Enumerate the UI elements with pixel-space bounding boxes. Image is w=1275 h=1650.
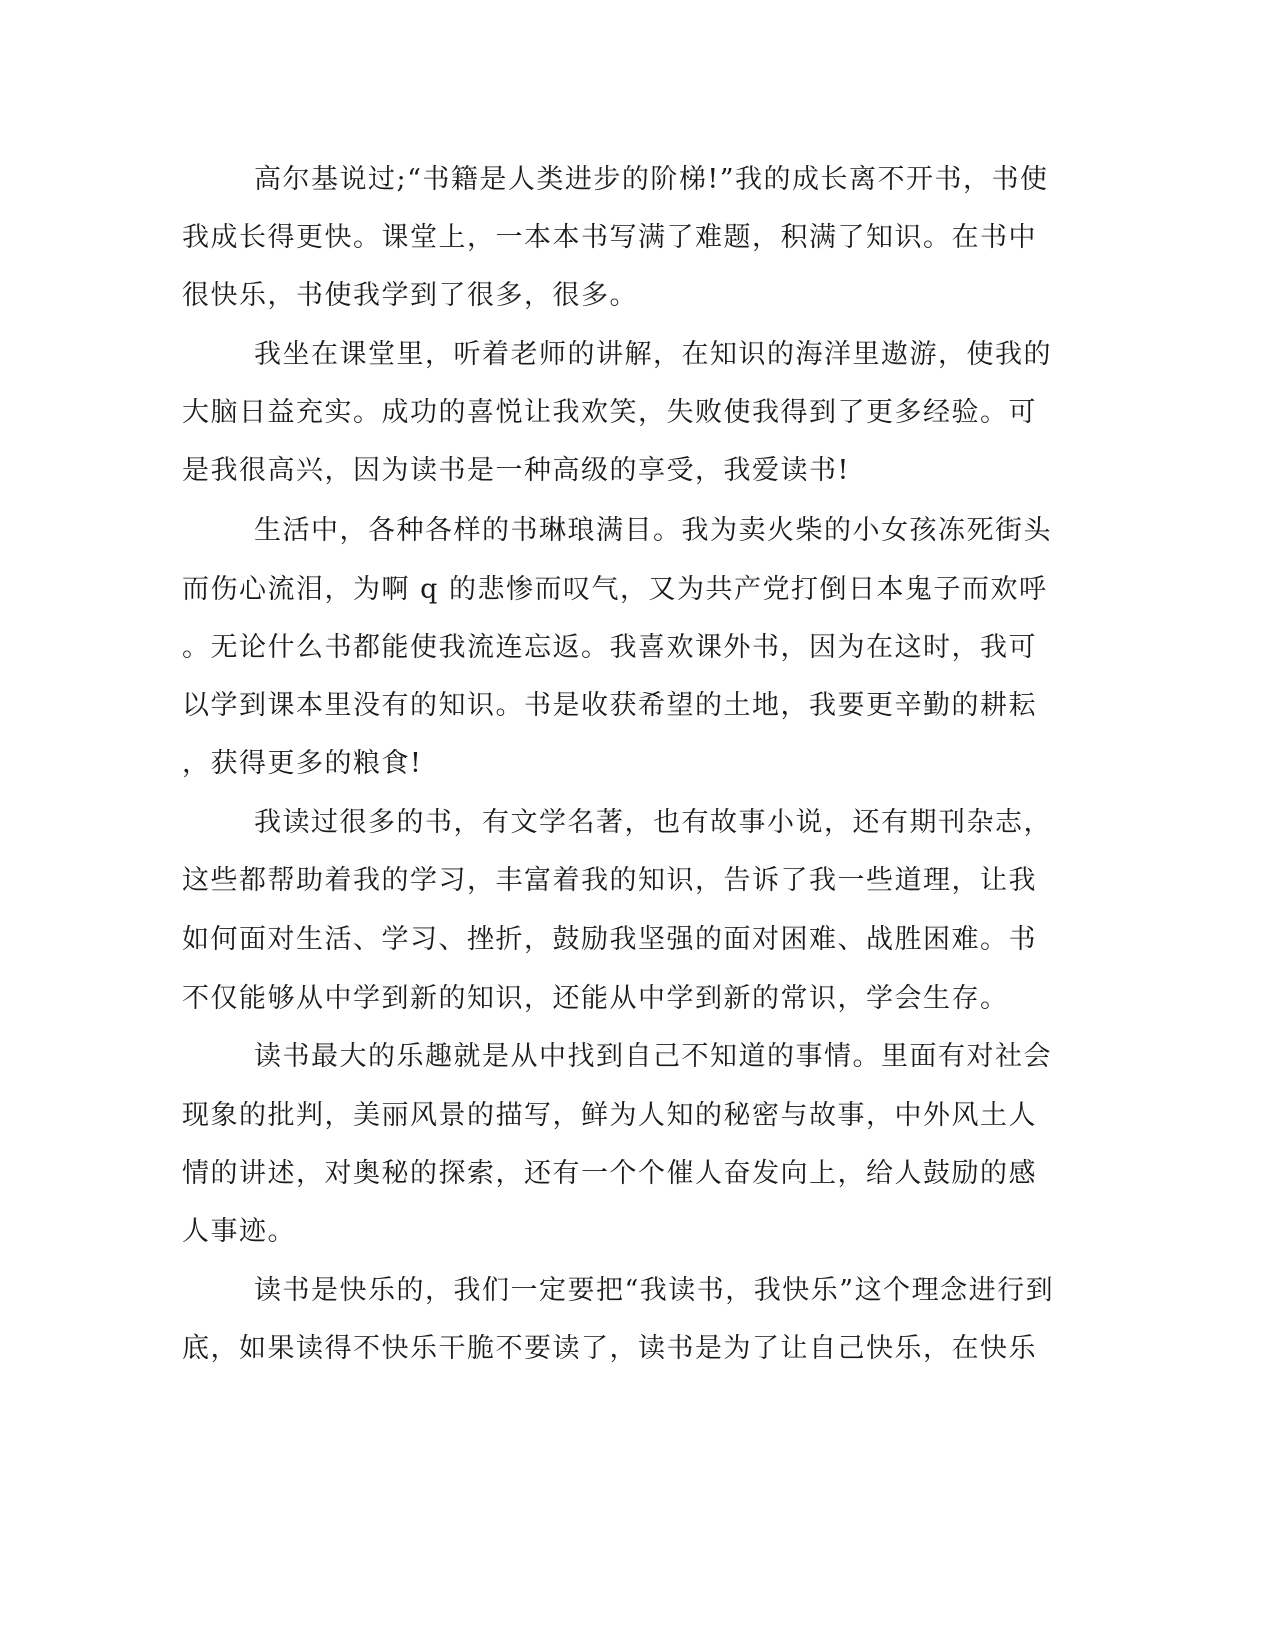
paragraph-3-line-4: 以学到课本里没有的知识。书是收获希望的土地，我要更辛勤的耕耘 xyxy=(182,690,1037,721)
paragraph-4-line-1: 我读过很多的书，有文学名著，也有故事小说，还有期刊杂志， xyxy=(254,807,1052,838)
paragraph-5-line-3: 情的讲述，对奥秘的探索，还有一个个催人奋发向上，给人鼓励的感 xyxy=(182,1158,1037,1189)
paragraph-1-line-3: 很快乐，书使我学到了很多，很多。 xyxy=(182,280,638,311)
paragraph-6-line-2: 底，如果读得不快乐干脆不要读了，读书是为了让自己快乐，在快乐 xyxy=(182,1333,1037,1364)
paragraph-2-line-1: 我坐在课堂里，听着老师的讲解，在知识的海洋里遨游，使我的 xyxy=(254,339,1052,370)
paragraph-5-line-1: 读书最大的乐趣就是从中找到自己不知道的事情。里面有对社会 xyxy=(254,1041,1052,1072)
paragraph-1-line-1: 高尔基说过;“书籍是人类进步的阶梯!”我的成长离不开书，书使 xyxy=(254,164,1049,195)
paragraph-3-line-1: 生活中，各种各样的书琳琅满目。我为卖火柴的小女孩冻死街头 xyxy=(254,515,1052,546)
paragraph-3-line-2: 而伤心流泪，为啊 q 的悲惨而叹气，又为共产党打倒日本鬼子而欢呼 xyxy=(182,574,1048,605)
paragraph-1-line-2: 我成长得更快。课堂上，一本本书写满了难题，积满了知识。在书中 xyxy=(182,222,1037,253)
paragraph-2-line-3: 是我很高兴，因为读书是一种高级的享受，我爱读书! xyxy=(182,455,850,486)
paragraph-4-line-3: 如何面对生活、学习、挫折，鼓励我坚强的面对困难、战胜困难。书 xyxy=(182,924,1037,955)
paragraph-6-line-1: 读书是快乐的，我们一定要把“我读书，我快乐”这个理念进行到 xyxy=(254,1275,1055,1306)
paragraph-3-line-3: 。无论什么书都能使我流连忘返。我喜欢课外书，因为在这时，我可 xyxy=(182,632,1037,663)
paragraph-2-line-2: 大脑日益充实。成功的喜悦让我欢笑，失败使我得到了更多经验。可 xyxy=(182,397,1037,428)
paragraph-4-line-4: 不仅能够从中学到新的知识，还能从中学到新的常识，学会生存。 xyxy=(182,983,1009,1014)
paragraph-5-line-2: 现象的批判，美丽风景的描写，鲜为人知的秘密与故事，中外风土人 xyxy=(182,1100,1037,1131)
paragraph-4-line-2: 这些都帮助着我的学习，丰富着我的知识，告诉了我一些道理，让我 xyxy=(182,865,1037,896)
paragraph-5-line-4: 人事迹。 xyxy=(182,1216,296,1247)
paragraph-3-line-5: ，获得更多的粮食! xyxy=(182,748,423,779)
